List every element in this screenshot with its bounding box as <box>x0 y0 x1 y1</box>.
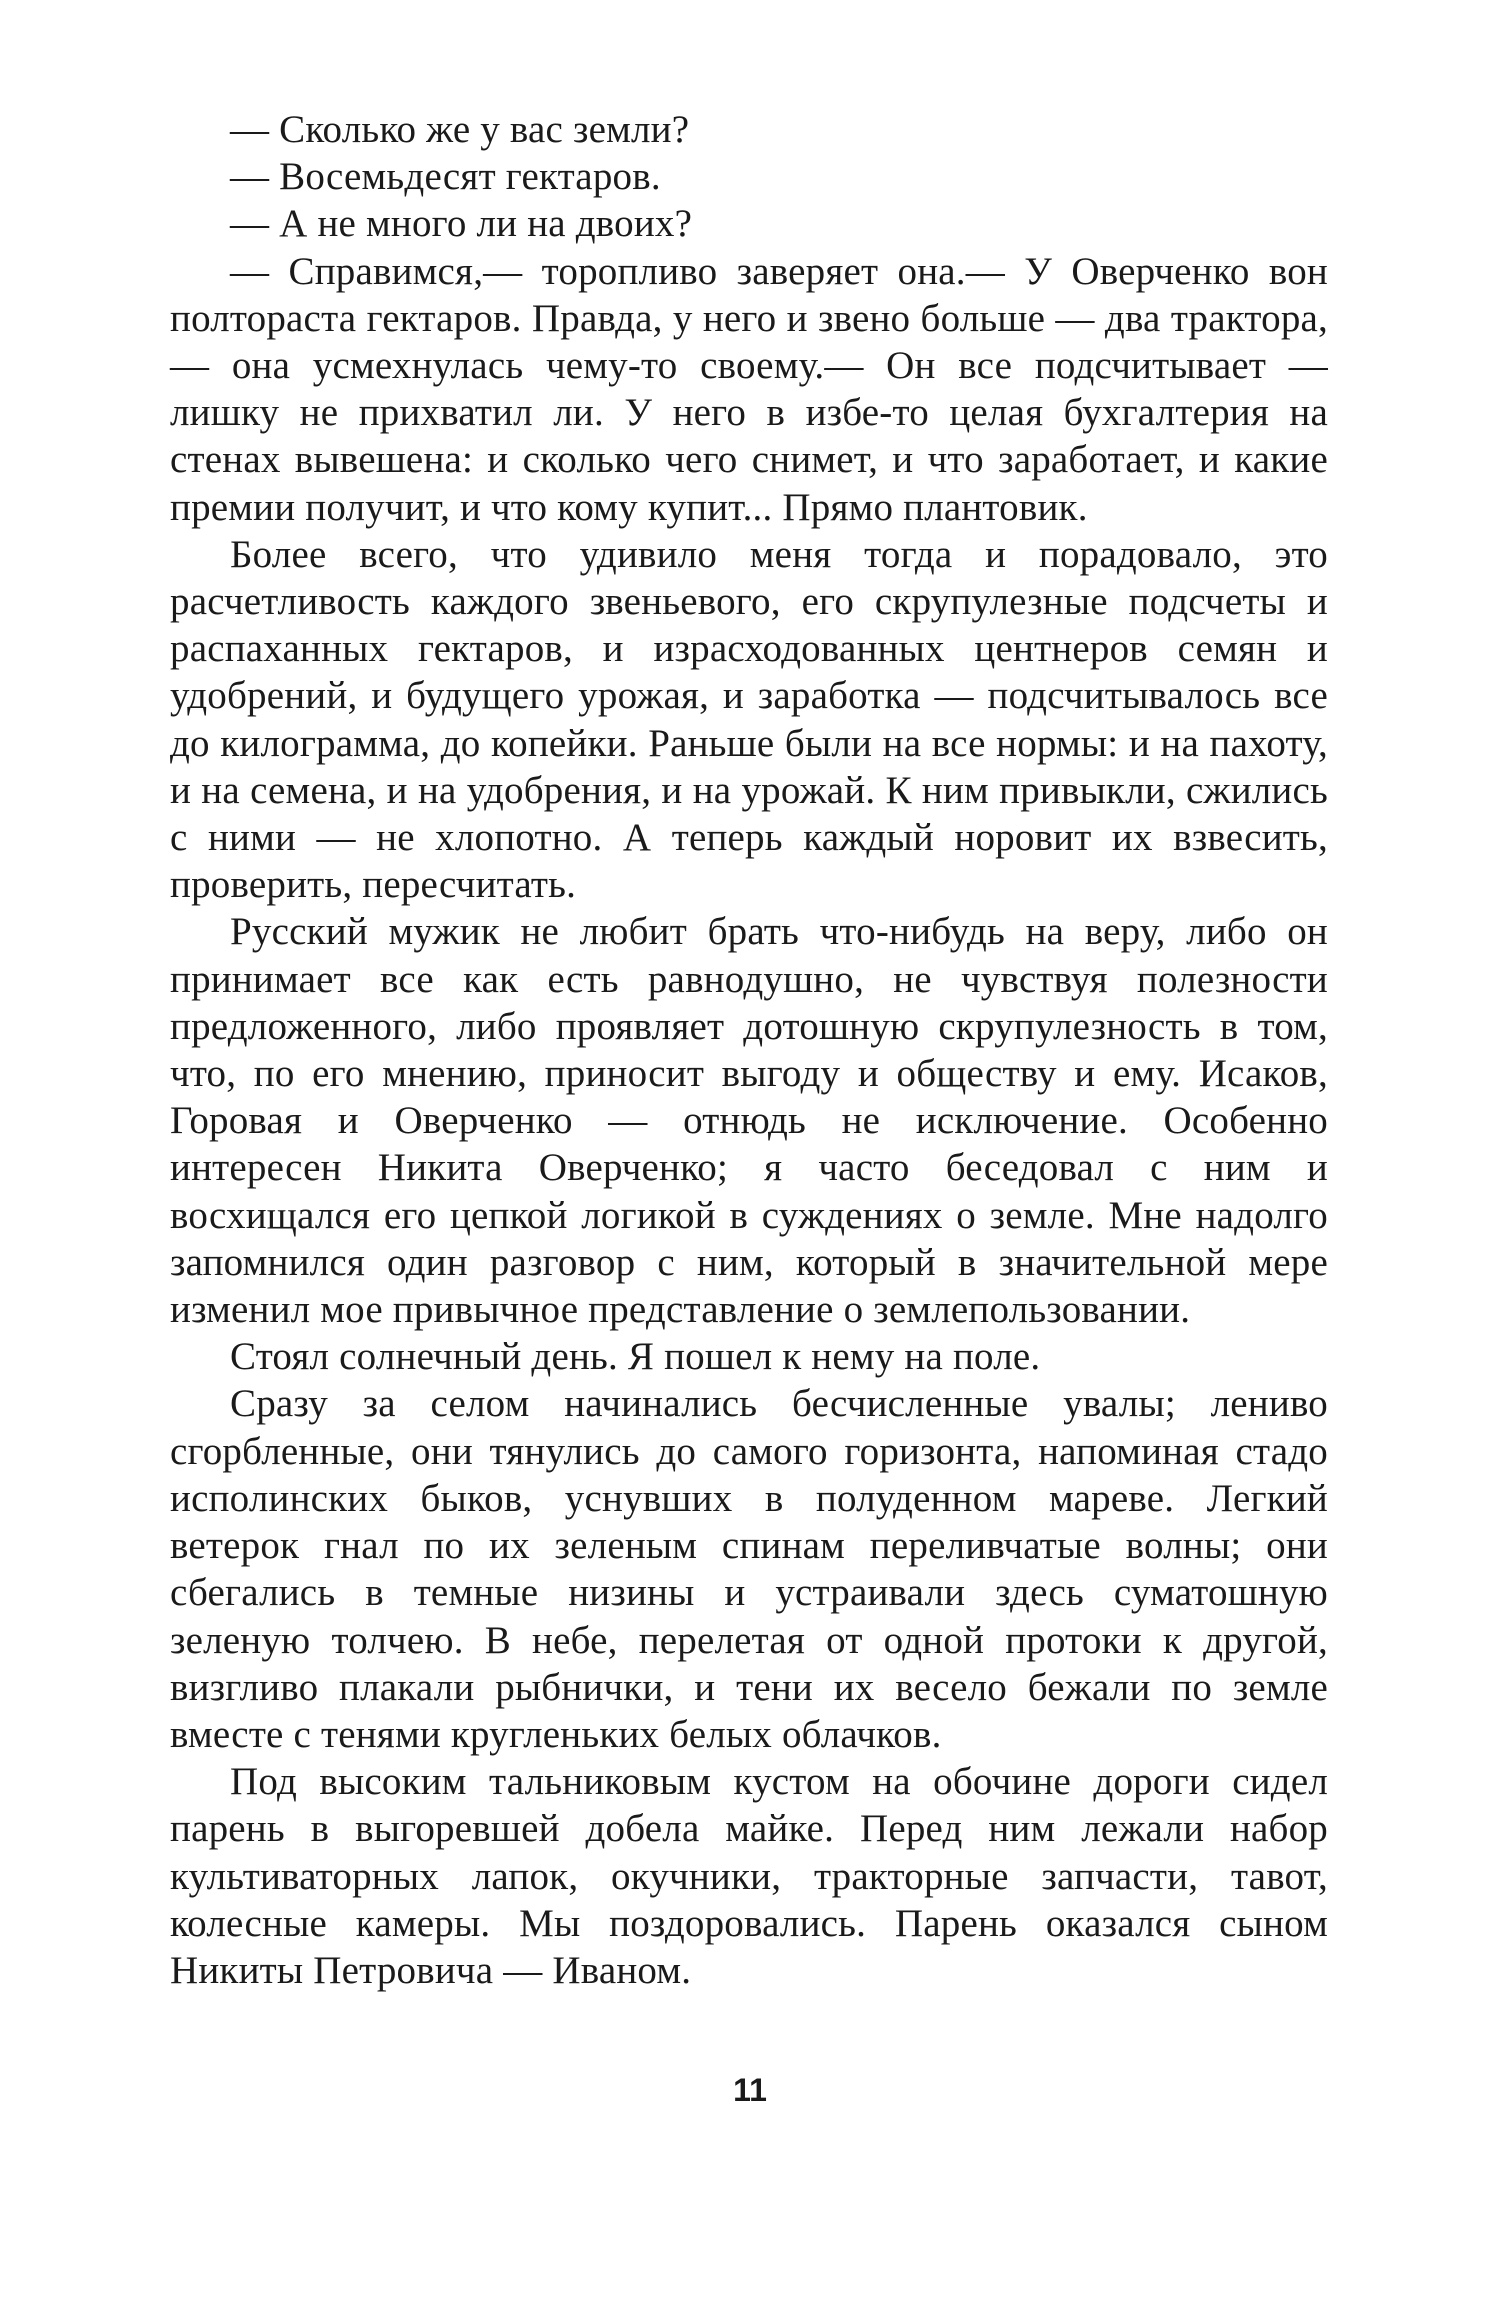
paragraph: Под высоким тальниковым кустом на обочине дороги сидел парень в выгоревшей добела майке. Перед ним лежали набор культиваторных лапок, окучники, тракторные запчасти, тавот, колесные камеры. Мы поздоровались. Парень оказался сыном Никиты Петровича — Иваном. <box>170 1760 1328 1992</box>
page-body <box>170 106 1328 1994</box>
page-number: 11 <box>733 2072 767 2108</box>
paragraph: Русский мужик не любит брать что-нибудь на веру, либо он принимает все как есть равнодушно, не чувствуя полезности предложенного, либо проявляет дотошную скрупулезность в том, что, по его мнению, приносит выгоду и обществу и ему. Исаков, Горовая и Оверченко — отнюдь не исключение. Особенно интересен Никита Оверченко; я часто беседовал с ним и восхищался его цепкой логикой в суждениях о земле. Мне надолго запомнился один разговор с ним, который в значительной мере изменил мое привычное представление о землепользовании. <box>170 910 1328 1332</box>
paragraph: Более всего, что удивило меня тогда и порадовало, это расчетливость каждого звеньевого, его скрупулезные подсчеты и распаханных гектаров, и израсходованных центнеров семян и удобрений, и будущего урожая, и заработка — подсчитывалось все до килограмма, до копейки. Раньше были на все нормы: и на пахоту, и на семена, и на удобрения, и на урожай. К ним привыкли, сжились с ними — не хлопотно. А теперь каждый норовит их взвесить, проверить, пересчитать. <box>170 532 1328 907</box>
paragraph: Стоял солнечный день. Я пошел к нему на поле. <box>230 1335 1041 1379</box>
dialogue-line: — Восемьдесят гектаров. <box>230 155 661 199</box>
dialogue-line: — Справимся,— торопливо заверяет она.— У Оверченко вон полтораста гектаров. Правда, у него и звено больше — два трактора,— она усмехнулась чему-то своему.— Он все подсчитывает — лишку не прихватил ли. У него в избе-то целая бухгалтерия на стенах вывешена: и сколько чего снимет, и что заработает, и какие премии получит, и что кому купит... Прямо плантовик. <box>170 249 1328 529</box>
dialogue-line: — Сколько же у вас земли? <box>230 108 690 151</box>
paragraph: Сразу за селом начинались бесчисленные увалы; лениво сгорбленные, они тянулись до самого горизонта, напоминая стадо исполинских быков, уснувших в полуденном мареве. Легкий ветерок гнал по их зеленым спинам переливчатые волны; они сбегались в темные низины и устраивали здесь суматошную зеленую толчею. В небе, перелетая от одной протоки к другой, визгливо плакали рыбнички, и тени их весело бежали по земле вместе с тенями кругленьких белых облачков. <box>170 1382 1328 1756</box>
dialogue-line: — А не много ли на двоих? <box>230 202 693 246</box>
